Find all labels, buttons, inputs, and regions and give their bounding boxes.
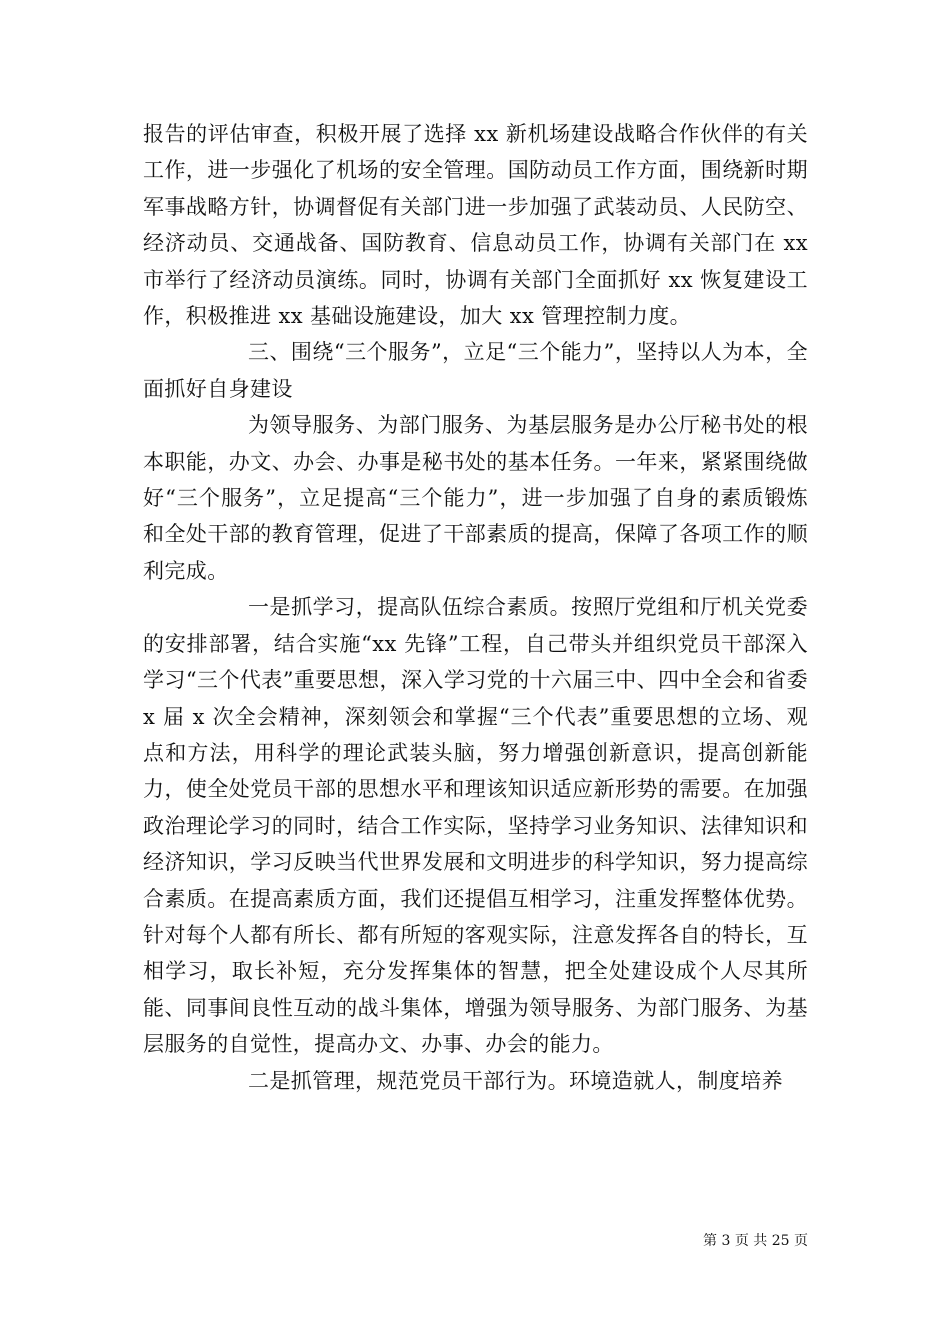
paragraph-management: 二是抓管理，规范党员干部行为。环境造就人，制度培养 (248, 1068, 783, 1093)
document-body (143, 116, 808, 1099)
section-heading-three: 三、围绕“三个服务”，立足“三个能力”，坚持以人为本，全面抓好自身建设 (143, 340, 808, 401)
paragraph-continuation: 报告的评估审查，积极开展了选择 xx 新机场建设战略合作伙伴的有关工作，进一步强化了机场的安全管理。国防动员工作方面，围绕新时期军事战略方针，协调督促有关部门进一步加强了武装动员、人民防空、经济动员、交通战备、国防教育、信息动员工作，协调有关部门在 xx 市举行了经济动员演练。同时，协调有关部门全面抓好 xx 恢复建设工作，积极推进 xx 基础设施建设，加大 xx 管理控制力度。 (143, 122, 808, 329)
paragraph-study: 一是抓学习，提高队伍综合素质。按照厅党组和厅机关党委的安排部署，结合实施“xx 先锋”工程，自己带头并组织党员干部深入学习“三个代表”重要思想，深入学习党的十六届三中、四中全会和省委 x 届 x 次全会精神，深刻领会和掌握“三个代表”重要思想的立场、观点和方法，用科学的理论武装头脑，努力增强创新意识，提高创新能力，使全处党员干部的思想水平和理该知识适应新形势的需要。在加强政治理论学习的同时，结合工作实际，坚持学习业务知识、法律知识和经济知识，学习反映当代世界发展和文明进步的科学知识，努力提高综合素质。在提高素质方面，我们还提倡互相学习，注重发挥整体优势。针对每个人都有所长、都有所短的客观实际，注意发挥各自的特长，互相学习，取长补短，充分发挥集体的智慧，把全处建设成个人尽其所能、同事间良性互动的战斗集体，增强为领导服务、为部门服务、为基层服务的自觉性，提高办文、办事、办会的能力。 (143, 595, 808, 1057)
page-number-footer: 第 3 页 共 25 页 (703, 1233, 808, 1249)
paragraph-service-intro: 为领导服务、为部门服务、为基层服务是办公厅秘书处的根本职能，办文、办会、办事是秘书处的基本任务。一年来，紧紧围绕做好“三个服务”，立足提高“三个能力”，进一步加强了自身的素质锻炼和全处干部的教育管理，促进了干部素质的提高，保障了各项工作的顺利完成。 (143, 413, 808, 583)
